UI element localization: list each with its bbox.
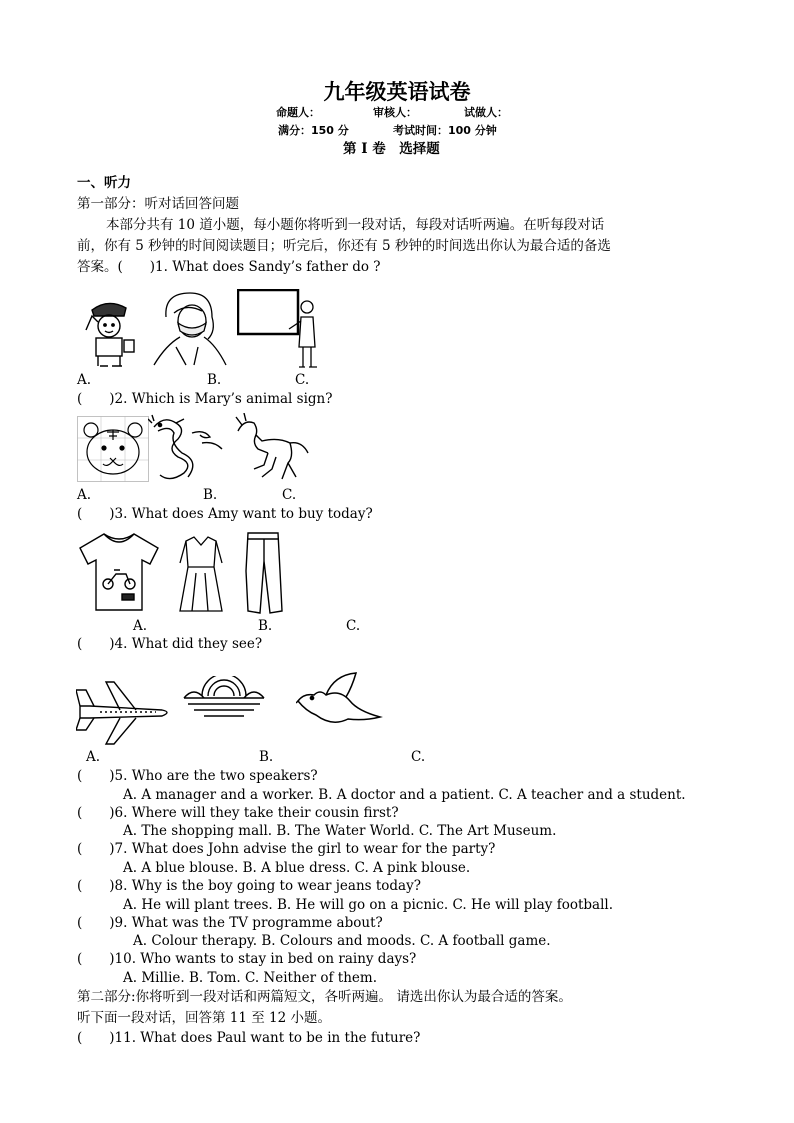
police-officer-image <box>78 296 138 368</box>
section-heading: 一、听力 <box>77 175 131 191</box>
q8-options: A. He will plant trees. B. He will go on a picnic. C. He will play football. <box>123 897 614 913</box>
q4-option-c: C. <box>411 749 426 765</box>
q3-option-c: C. <box>346 618 361 634</box>
q4-option-b: B. <box>259 749 274 765</box>
q3-option-b: B. <box>258 618 273 634</box>
page-title: 九年级英语试卷 <box>323 79 471 104</box>
q9-options: A. Colour therapy. B. Colours and moods. C. A football game. <box>133 933 551 949</box>
nurse-image <box>146 287 228 367</box>
q2-option-a: A. <box>77 487 92 503</box>
q10-stem: ( )10. Who wants to stay in bed on rainy days? <box>77 951 417 967</box>
airplane-image <box>76 676 172 748</box>
setter-label: 命题人： <box>276 106 320 119</box>
part2-subinstruction: 听下面一段对话，回答第 11 至 12 小题。 <box>77 1010 332 1026</box>
part1-title: 第一部分：听对话回答问题 <box>77 196 239 212</box>
bird-image <box>296 671 384 731</box>
tiger-face-image <box>77 416 149 482</box>
teacher-blackboard-image <box>237 289 327 369</box>
reviewer-label: 审核人： <box>373 106 417 119</box>
q3-stem: ( )3. What does Amy want to buy today? <box>77 506 373 522</box>
instruction-line-2: 前，你有 5 秒钟的时间阅读题目；听完后，你还有 5 秒钟的时间选出你认为最合适的备选 <box>77 238 611 254</box>
q5-options: A. A manager and a worker. B. A doctor and a patient. C. A teacher and a student. <box>123 787 686 803</box>
full-score: 满分：150 分 <box>278 124 349 137</box>
q3-option-a: A. <box>133 618 148 634</box>
q7-stem: ( )7. What does John advise the girl to wear for the party? <box>77 841 496 857</box>
sunrise-image <box>182 676 266 718</box>
q2-option-c: C. <box>282 487 297 503</box>
q1-option-a: A. <box>77 372 92 388</box>
q1-option-b: B. <box>207 372 222 388</box>
horse-image <box>232 413 312 483</box>
dragon-image <box>148 413 228 485</box>
q4-option-a: A. <box>86 749 101 765</box>
instruction-line-3: 答案。( )1. What does Sandy’s father do ? <box>77 259 381 275</box>
q6-stem: ( )6. Where will they take their cousin first? <box>77 805 399 821</box>
q2-stem: ( )2. Which is Mary’s animal sign? <box>77 391 333 407</box>
exam-time: 考试时间：100 分钟 <box>393 124 497 137</box>
t-shirt-image <box>78 530 160 612</box>
volume-heading: 第 I 卷 选择题 <box>343 141 440 157</box>
q9-stem: ( )9. What was the TV programme about? <box>77 915 383 931</box>
q6-options: A. The shopping mall. B. The Water World. C. The Art Museum. <box>123 823 557 839</box>
q2-option-b: B. <box>203 487 218 503</box>
dress-image <box>178 533 224 615</box>
q4-stem: ( )4. What did they see? <box>77 636 263 652</box>
instruction-line-1: 本部分共有 10 道小题，每小题你将听到一段对话，每段对话听两遍。在听每段对话 <box>106 217 605 233</box>
trousers-image <box>244 531 284 615</box>
proofreader-label: 试做人： <box>464 106 508 119</box>
q1-option-c: C. <box>295 372 310 388</box>
q11-stem: ( )11. What does Paul want to be in the future? <box>77 1030 421 1046</box>
q7-options: A. A blue blouse. B. A blue dress. C. A pink blouse. <box>123 860 471 876</box>
part2-instruction: 第二部分:你将听到一段对话和两篇短文，各听两遍。 请选出你认为最合适的答案。 <box>77 989 572 1005</box>
q5-stem: ( )5. Who are the two speakers? <box>77 768 318 784</box>
q10-options: A. Millie. B. Tom. C. Neither of them. <box>123 970 377 986</box>
q8-stem: ( )8. Why is the boy going to wear jeans today? <box>77 878 421 894</box>
